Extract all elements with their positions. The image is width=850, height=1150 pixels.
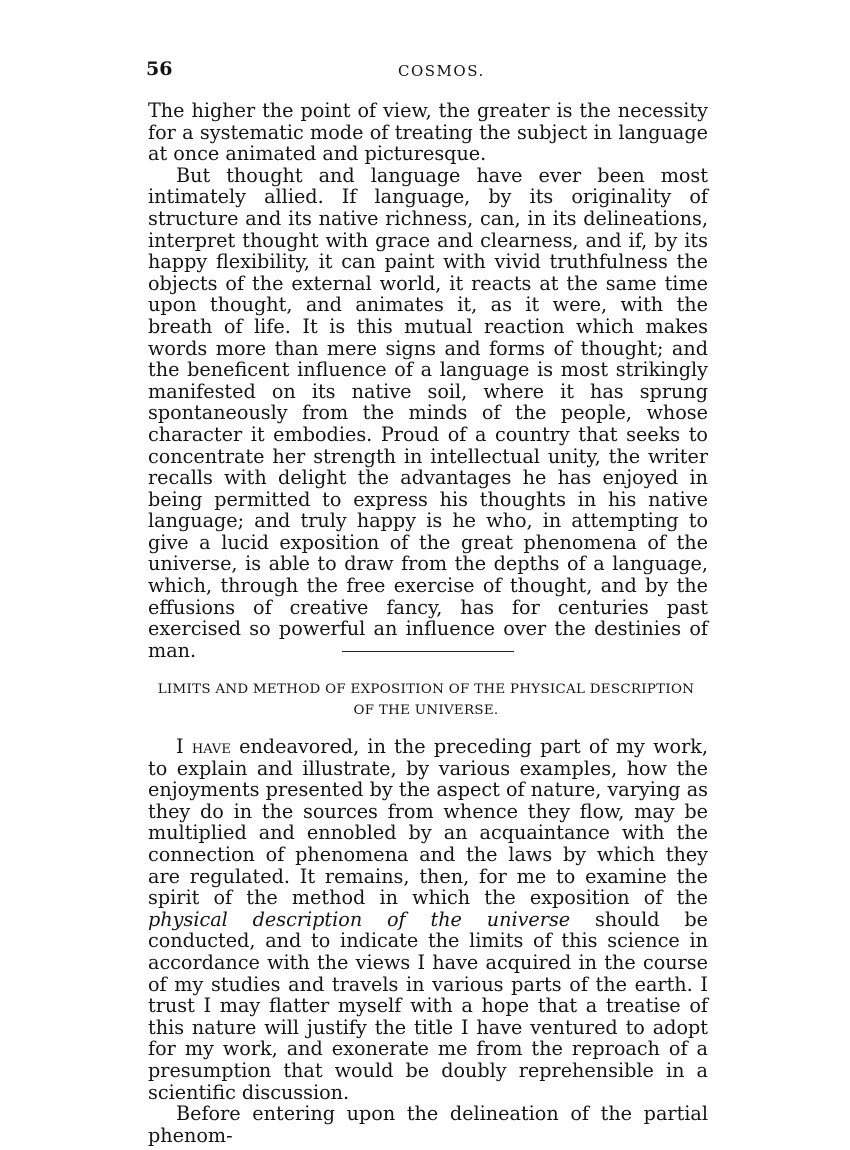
paragraph-text: endeavored, in the preceding part of my work, to explain and illustrate, by various examples, how the enjoyments presented by the aspect of nature, varying as they do in the sources from whence they flow, may be multiplied and ennobled by an acquaintance with the connection of phenomena and the laws by which they are regulated. It remains, then, for me to examine the spirit of the method in which the exposition of the <box>148 735 709 910</box>
paragraph: But thought and language have ever been most intimately allied. If language, by its originality of structure and its native richness, can, in its delineations, interpret thought with grace and clearness, and if, by its happy flexibility, it can paint with vivid truthfulness the objects of the external world, it reacts at the same time upon thought, and animates it, as it were, with the breath of life. It is this mutual reaction which makes words more than mere signs and forms of thought; and the beneficent influence of a language is most strikingly manifested on its native soil, where it has sprung spontaneously from the minds of the people, whose character it embodies. Proud of a country that seeks to concentrate her strength in intellectual unity, the writer recalls with delight the advantages he has enjoyed in being permitted to express his thoughts in his native language; and truly happy is he who, in attempting to give a lucid exposition of the great phenomena of the universe, is able to draw from the depths of a language, which, through the free exercise of thought, and by the effusions of creative fancy, has for centuries past exercised so powerful an influence over the destinies of man. <box>148 163 708 662</box>
section-text-block <box>148 736 708 1146</box>
section-heading-line: LIMITS AND METHOD OF EXPOSITION OF THE PHYSICAL DESCRIPTION <box>157 682 695 697</box>
lead-word: I <box>176 735 184 758</box>
paragraph <box>148 736 708 1103</box>
italic-phrase: physical description of the universe <box>148 907 571 931</box>
intro-text-block <box>148 100 708 661</box>
page-header <box>146 58 706 84</box>
lead-smallcaps: have <box>191 735 231 758</box>
section-heading <box>146 679 706 721</box>
section-divider <box>342 651 514 652</box>
paragraph: The higher the point of view, the greater is the necessity for a systematic mode of treating the subject in language at once animated and picturesque. <box>148 99 708 166</box>
running-head: COSMOS. <box>398 62 485 80</box>
section-heading-line: OF THE UNIVERSE. <box>353 703 499 718</box>
paragraph-text: should be conducted, and to indicate the limits of this science in accordance with the views I have acquired in the course of my studies and travels in various parts of the earth. I trust I may flatter myself with a hope that a treatise of this nature will justify the title I have ventured to adopt for my work, and exonerate me from the reproach of a presumption that would be doubly reprehensible in a scientific discussion. <box>148 907 708 1104</box>
paragraph: Before entering upon the delineation of the partial phenom- <box>148 1102 708 1147</box>
page-number: 56 <box>146 58 173 80</box>
